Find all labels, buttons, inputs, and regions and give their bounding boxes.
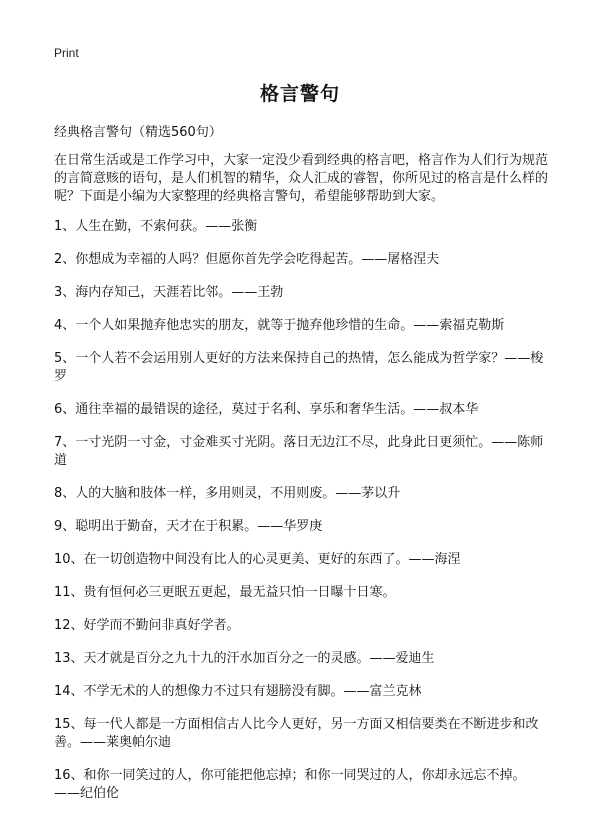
quote-item: 8、人的大脑和肢体一样，多用则灵，不用则废。——茅以升 bbox=[54, 486, 401, 501]
quote-item: 2、你想成为幸福的人吗？但愿你首先学会吃得起苦。——屠格涅夫 bbox=[54, 252, 440, 267]
intro-paragraph: 在日常生活或是工作学习中，大家一定没少看到经典的格言吧，格言作为人们行为规范的言简意赅的语句，是人们机智的精华，众人汇成的睿智，你所见过的格言是什么样的呢？下面是小编为大家整理的经典格言警句，希望能够帮助到大家。 bbox=[54, 153, 549, 204]
quote-item: 3、海内存知己，天涯若比邻。——王勃 bbox=[54, 285, 284, 300]
quote-item: 16、和你一同笑过的人，你可能把他忘掉；和你一同哭过的人，你却永远忘不掉。——纪伯伦 bbox=[54, 768, 526, 801]
content-body bbox=[54, 152, 548, 818]
quote-item: 10、在一切创造物中间没有比人的心灵更美、更好的东西了。——海涅 bbox=[54, 552, 461, 567]
print-label: Print bbox=[54, 46, 79, 60]
quote-item: 11、贵有恒何必三更眠五更起，最无益只怕一日曝十日寒。 bbox=[54, 585, 396, 600]
subtitle: 经典格言警句（精选560句） bbox=[54, 125, 222, 140]
quote-item: 7、一寸光阴一寸金，寸金难买寸光阴。落日无边江不尽，此身此日更须忙。——陈师道 bbox=[54, 435, 544, 468]
quote-item: 5、一个人若不会运用别人更好的方法来保持自己的热情，怎么能成为哲学家？——梭罗 bbox=[54, 351, 544, 384]
quote-list bbox=[54, 218, 548, 803]
page-title: 格言警句 bbox=[259, 83, 340, 105]
quote-item: 4、一个人如果抛弃他忠实的朋友，就等于抛弃他珍惜的生命。——索福克勒斯 bbox=[54, 318, 505, 333]
quote-item: 9、聪明出于勤奋，天才在于积累。——华罗庚 bbox=[54, 519, 323, 534]
quote-item: 12、好学而不勤问非真好学者。 bbox=[54, 618, 240, 633]
quote-item: 1、人生在勤，不索何获。——张衡 bbox=[54, 219, 258, 234]
quote-item: 14、不学无术的人的想像力不过只有翅膀没有脚。——富兰克林 bbox=[54, 684, 422, 699]
quote-item: 15、每一代人都是一方面相信古人比今人更好，另一方面又相信要类在不断进步和改善。——莱奥帕尔迪 bbox=[54, 717, 539, 750]
quote-item: 6、通往幸福的最错误的途径，莫过于名利、享乐和奢华生活。——叔本华 bbox=[54, 402, 479, 417]
quote-item: 13、天才就是百分之九十九的汗水加百分之一的灵感。——爱迪生 bbox=[54, 651, 435, 666]
